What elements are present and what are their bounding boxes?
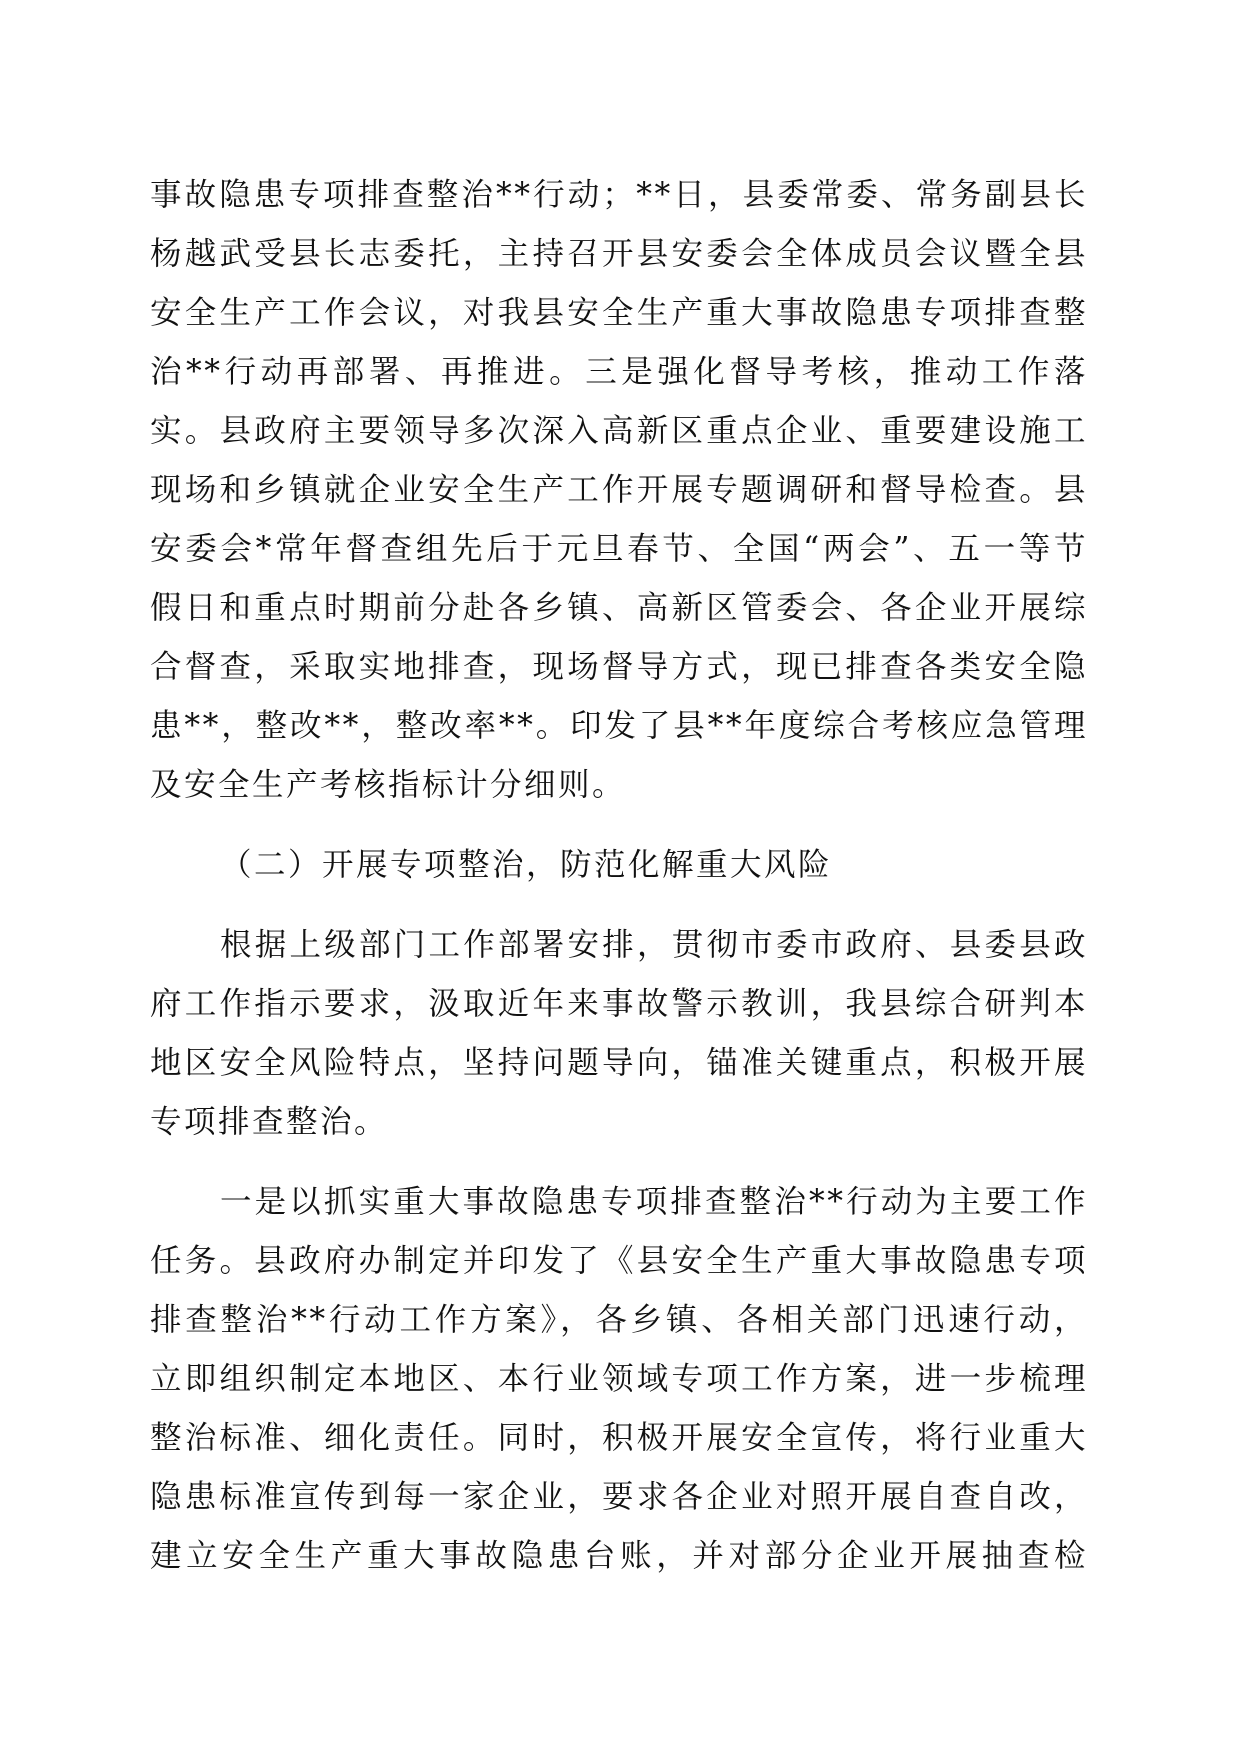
text-line: 及安全生产考核指标计分细则。 — [150, 767, 627, 803]
paragraph-continued — [150, 166, 1088, 815]
text-line: 实。县政府主要领导多次深入高新区重点企业、重要建设施工 — [150, 413, 1088, 449]
paragraph — [150, 1173, 1088, 1586]
text-line: 任务。县政府办制定并印发了《县安全生产重大事故隐患专项 — [150, 1243, 1088, 1279]
text-line: 一是以抓实重大事故隐患专项排查整治**行动为主要工作 — [220, 1184, 1088, 1220]
text-line: 安委会*常年督查组先后于元旦春节、全国“两会”、五一等节 — [150, 531, 1088, 567]
text-line: 假日和重点时期前分赴各乡镇、高新区管委会、各企业开展综 — [150, 590, 1088, 626]
text-line: 整治标准、细化责任。同时，积极开展安全宣传，将行业重大 — [150, 1420, 1088, 1456]
text-line: 专项排查整治。 — [150, 1104, 389, 1140]
text-line: 隐患标准宣传到每一家企业，要求各企业对照开展自查自改， — [150, 1479, 1088, 1515]
text-line: 事故隐患专项排查整治**行动；**日，县委常委、常务副县长 — [150, 177, 1088, 213]
text-line: 地区安全风险特点，坚持问题导向，锚准关键重点，积极开展 — [150, 1045, 1088, 1081]
document-body — [150, 166, 1088, 1586]
paragraph — [150, 916, 1088, 1152]
section-heading — [150, 836, 1088, 895]
section-heading-text: （二）开展专项整治，防范化解重大风险 — [220, 847, 833, 883]
text-line: 根据上级部门工作部署安排，贯彻市委市政府、县委县政 — [220, 927, 1088, 963]
text-line: 排查整治**行动工作方案》，各乡镇、各相关部门迅速行动， — [150, 1302, 1088, 1338]
text-line: 患**，整改**，整改率**。印发了县**年度综合考核应急管理 — [150, 708, 1088, 744]
text-line: 现场和乡镇就企业安全生产工作开展专题调研和督导检查。县 — [150, 472, 1088, 508]
text-line: 府工作指示要求，汲取近年来事故警示教训，我县综合研判本 — [150, 986, 1088, 1022]
text-line: 合督查，采取实地排查，现场督导方式，现已排查各类安全隐 — [150, 649, 1088, 685]
text-line: 安全生产工作会议，对我县安全生产重大事故隐患专项排查整 — [150, 295, 1088, 331]
text-line: 杨越武受县长志委托，主持召开县安委会全体成员会议暨全县 — [150, 236, 1088, 272]
text-line: 建立安全生产重大事故隐患台账，并对部分企业开展抽查检 — [150, 1538, 1088, 1574]
text-line: 立即组织制定本地区、本行业领域专项工作方案，进一步梳理 — [150, 1361, 1088, 1397]
text-line: 治**行动再部署、再推进。三是强化督导考核，推动工作落 — [150, 354, 1088, 390]
